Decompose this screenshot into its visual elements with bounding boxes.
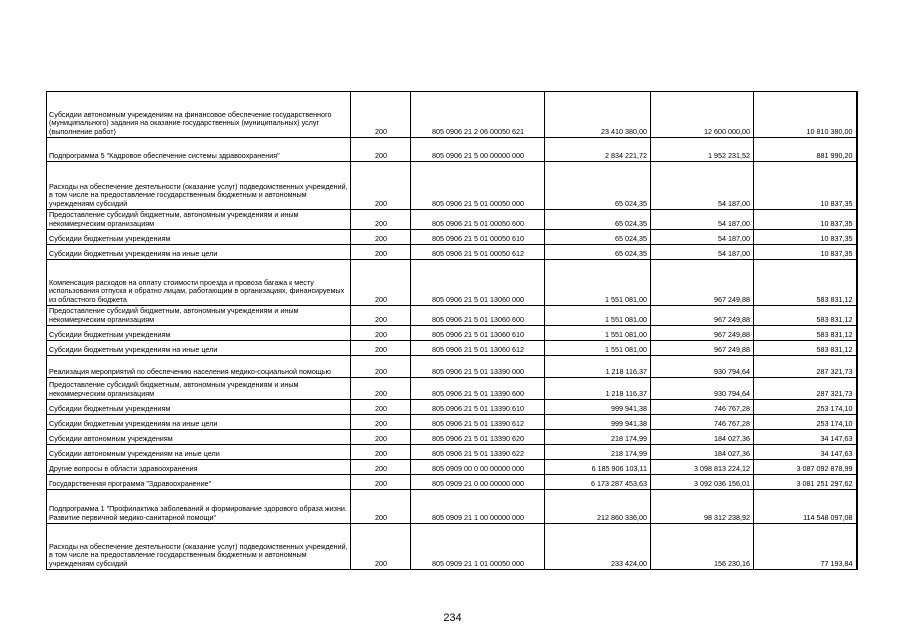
row-name-cell: Предоставление субсидий бюджетным, автономным учреждениям и иным некоммерческим организациям	[47, 378, 351, 400]
row-code-cell: 200	[351, 92, 411, 138]
row-kbk-cell: 805 0906 21 5 01 13390 000	[411, 356, 545, 378]
row-value-approved-cell: 65 024,35	[545, 230, 651, 245]
row-value-approved-cell: 999 941,38	[545, 415, 651, 430]
table-row	[47, 306, 857, 326]
row-value-remaining-cell: 287 321,73	[754, 378, 857, 400]
row-value-executed-cell: 98 312 238,92	[651, 490, 754, 524]
row-value-remaining-cell: 10 837,35	[754, 210, 857, 230]
table-row	[47, 400, 857, 415]
table-row	[47, 245, 857, 260]
row-name-cell: Субсидии бюджетным учреждениям	[47, 400, 351, 415]
row-value-remaining-cell: 34 147,63	[754, 445, 857, 460]
row-kbk-cell: 805 0909 21 1 01 00050 000	[411, 524, 545, 570]
row-kbk-cell: 805 0906 21 5 01 00050 000	[411, 162, 545, 210]
row-value-approved-cell: 65 024,35	[545, 210, 651, 230]
row-value-approved-cell: 212 860 336,00	[545, 490, 651, 524]
row-kbk-cell: 805 0906 21 5 01 13390 610	[411, 400, 545, 415]
row-value-executed-cell: 12 600 000,00	[651, 92, 754, 138]
row-kbk-cell: 805 0906 21 5 00 00000 000	[411, 138, 545, 162]
row-value-remaining-cell: 3 081 251 297,62	[754, 475, 857, 490]
table-row	[47, 475, 857, 490]
row-value-approved-cell: 65 024,35	[545, 162, 651, 210]
table-row	[47, 378, 857, 400]
row-name-cell: Субсидии бюджетным учреждениям на иные цели	[47, 245, 351, 260]
row-code-cell: 200	[351, 230, 411, 245]
row-value-remaining-cell: 583 831,12	[754, 306, 857, 326]
row-code-cell: 200	[351, 162, 411, 210]
table-row	[47, 430, 857, 445]
row-kbk-cell: 805 0906 21 2 06 00050 621	[411, 92, 545, 138]
row-kbk-cell: 805 0906 21 5 01 13390 620	[411, 430, 545, 445]
row-name-cell: Субсидии бюджетным учреждениям на иные цели	[47, 341, 351, 356]
row-value-remaining-cell: 10 837,35	[754, 162, 857, 210]
row-value-approved-cell: 65 024,35	[545, 245, 651, 260]
row-name-cell: Субсидии автономным учреждениям	[47, 430, 351, 445]
table-row	[47, 230, 857, 245]
row-value-remaining-cell: 114 548 097,08	[754, 490, 857, 524]
row-code-cell: 200	[351, 445, 411, 460]
row-name-cell: Другие вопросы в области здравоохранения	[47, 460, 351, 475]
row-kbk-cell: 805 0906 21 5 01 13060 612	[411, 341, 545, 356]
row-kbk-cell: 805 0906 21 5 01 00050 612	[411, 245, 545, 260]
row-value-remaining-cell: 583 831,12	[754, 260, 857, 306]
row-code-cell: 200	[351, 400, 411, 415]
row-value-approved-cell: 999 941,38	[545, 400, 651, 415]
row-value-executed-cell: 967 249,88	[651, 260, 754, 306]
row-code-cell: 200	[351, 378, 411, 400]
row-code-cell: 200	[351, 341, 411, 356]
table-row	[47, 341, 857, 356]
table-row	[47, 92, 857, 138]
row-value-executed-cell: 54 187,00	[651, 230, 754, 245]
row-value-remaining-cell: 10 837,35	[754, 245, 857, 260]
row-value-executed-cell: 930 794,64	[651, 378, 754, 400]
row-value-approved-cell: 6 173 287 453,63	[545, 475, 651, 490]
row-kbk-cell: 805 0909 21 0 00 00000 000	[411, 475, 545, 490]
row-code-cell: 200	[351, 210, 411, 230]
row-name-cell: Расходы на обеспечение деятельности (оказание услуг) подведомственных учреждений, в том числе на предоставление государственным бюджетным и автономным учреждениям субсидий	[47, 162, 351, 210]
row-value-remaining-cell: 77 193,84	[754, 524, 857, 570]
row-name-cell: Субсидии бюджетным учреждениям	[47, 326, 351, 341]
row-code-cell: 200	[351, 415, 411, 430]
row-value-remaining-cell: 10 810 380,00	[754, 92, 857, 138]
row-value-remaining-cell: 253 174,10	[754, 400, 857, 415]
row-name-cell: Компенсация расходов на оплату стоимости проезда и провоза багажа к месту использования отпуска и обратно лицам, работающим в организациях, финансируемых из областного бюджета	[47, 260, 351, 306]
row-kbk-cell: 805 0906 21 5 01 13060 600	[411, 306, 545, 326]
row-name-cell: Субсидии бюджетным учреждениям	[47, 230, 351, 245]
row-value-approved-cell: 218 174,99	[545, 430, 651, 445]
row-value-executed-cell: 54 187,00	[651, 162, 754, 210]
row-code-cell: 200	[351, 245, 411, 260]
table-row	[47, 138, 857, 162]
row-kbk-cell: 805 0909 00 0 00 00000 000	[411, 460, 545, 475]
row-value-remaining-cell: 881 990,20	[754, 138, 857, 162]
row-value-executed-cell: 746 767,28	[651, 415, 754, 430]
row-value-executed-cell: 54 187,00	[651, 245, 754, 260]
row-name-cell: Подпрограмма 5 "Кадровое обеспечение системы здравоохранения"	[47, 138, 351, 162]
row-name-cell: Предоставление субсидий бюджетным, автономным учреждениям и иным некоммерческим организациям	[47, 306, 351, 326]
row-value-remaining-cell: 287 321,73	[754, 356, 857, 378]
budget-table-container	[46, 91, 856, 570]
row-name-cell: Расходы на обеспечение деятельности (оказание услуг) подведомственных учреждений, в том числе на предоставление государственным бюджетным и автономным учреждениям субсидий	[47, 524, 351, 570]
row-name-cell: Субсидии автономным учреждениям на финансовое обеспечение государственного (муниципального) задания на оказание государственных (муниципальных) услуг (выполнение работ)	[47, 92, 351, 138]
row-kbk-cell: 805 0909 21 1 00 00000 000	[411, 490, 545, 524]
row-value-remaining-cell: 10 837,35	[754, 230, 857, 245]
row-kbk-cell: 805 0906 21 5 01 13390 600	[411, 378, 545, 400]
row-value-executed-cell: 967 249,88	[651, 341, 754, 356]
row-kbk-cell: 805 0906 21 5 01 13060 000	[411, 260, 545, 306]
row-name-cell: Реализация мероприятий по обеспечению населения медико-социальной помощью	[47, 356, 351, 378]
row-code-cell: 200	[351, 306, 411, 326]
row-value-approved-cell: 1 551 081,00	[545, 260, 651, 306]
row-name-cell: Государственная программа "Здравоохранение"	[47, 475, 351, 490]
row-value-approved-cell: 1 551 081,00	[545, 306, 651, 326]
row-value-remaining-cell: 583 831,12	[754, 326, 857, 341]
row-value-approved-cell: 1 218 116,37	[545, 356, 651, 378]
row-value-remaining-cell: 583 831,12	[754, 341, 857, 356]
table-row	[47, 356, 857, 378]
row-code-cell: 200	[351, 430, 411, 445]
row-name-cell: Субсидии автономным учреждениям на иные цели	[47, 445, 351, 460]
budget-table-body	[47, 92, 857, 570]
row-name-cell: Предоставление субсидий бюджетным, автономным учреждениям и иным некоммерческим организациям	[47, 210, 351, 230]
table-row	[47, 415, 857, 430]
row-code-cell: 200	[351, 326, 411, 341]
row-code-cell: 200	[351, 260, 411, 306]
row-value-executed-cell: 3 092 036 156,01	[651, 475, 754, 490]
row-value-executed-cell: 3 098 813 224,12	[651, 460, 754, 475]
table-row	[47, 326, 857, 341]
row-code-cell: 200	[351, 490, 411, 524]
row-value-executed-cell: 930 794,64	[651, 356, 754, 378]
row-value-executed-cell: 156 230,16	[651, 524, 754, 570]
row-kbk-cell: 805 0906 21 5 01 13390 622	[411, 445, 545, 460]
row-kbk-cell: 805 0906 21 5 01 00050 610	[411, 230, 545, 245]
row-code-cell: 200	[351, 138, 411, 162]
row-name-cell: Подпрограмма 1 "Профилактика заболеваний и формирование здорового образа жизни. Развитие первичной медико-санитарной помощи"	[47, 490, 351, 524]
row-value-approved-cell: 1 551 081,00	[545, 326, 651, 341]
row-value-approved-cell: 233 424,00	[545, 524, 651, 570]
page-number: 234	[443, 612, 462, 624]
row-value-remaining-cell: 253 174,10	[754, 415, 857, 430]
row-code-cell: 200	[351, 475, 411, 490]
row-name-cell: Субсидии бюджетным учреждениям на иные цели	[47, 415, 351, 430]
row-value-approved-cell: 218 174,99	[545, 445, 651, 460]
row-value-approved-cell: 2 834 221,72	[545, 138, 651, 162]
row-value-approved-cell: 1 551 081,00	[545, 341, 651, 356]
table-row	[47, 524, 857, 570]
table-row	[47, 490, 857, 524]
row-value-approved-cell: 1 218 116,37	[545, 378, 651, 400]
row-value-executed-cell: 967 249,88	[651, 306, 754, 326]
row-value-remaining-cell: 3 087 092 878,99	[754, 460, 857, 475]
budget-table	[46, 91, 858, 570]
row-code-cell: 200	[351, 524, 411, 570]
table-row	[47, 210, 857, 230]
row-kbk-cell: 805 0906 21 5 01 00050 600	[411, 210, 545, 230]
table-row	[47, 445, 857, 460]
row-value-executed-cell: 1 952 231,52	[651, 138, 754, 162]
row-value-executed-cell: 184 027,36	[651, 445, 754, 460]
row-value-approved-cell: 6 185 906 103,11	[545, 460, 651, 475]
row-value-executed-cell: 746 767,28	[651, 400, 754, 415]
row-value-executed-cell: 54 187,00	[651, 210, 754, 230]
row-code-cell: 200	[351, 356, 411, 378]
table-row	[47, 162, 857, 210]
table-row	[47, 260, 857, 306]
row-value-executed-cell: 184 027,36	[651, 430, 754, 445]
row-value-approved-cell: 23 410 380,00	[545, 92, 651, 138]
row-value-executed-cell: 967 249,88	[651, 326, 754, 341]
table-row	[47, 460, 857, 475]
row-kbk-cell: 805 0906 21 5 01 13060 610	[411, 326, 545, 341]
row-kbk-cell: 805 0906 21 5 01 13390 612	[411, 415, 545, 430]
row-value-remaining-cell: 34 147,63	[754, 430, 857, 445]
row-code-cell: 200	[351, 460, 411, 475]
